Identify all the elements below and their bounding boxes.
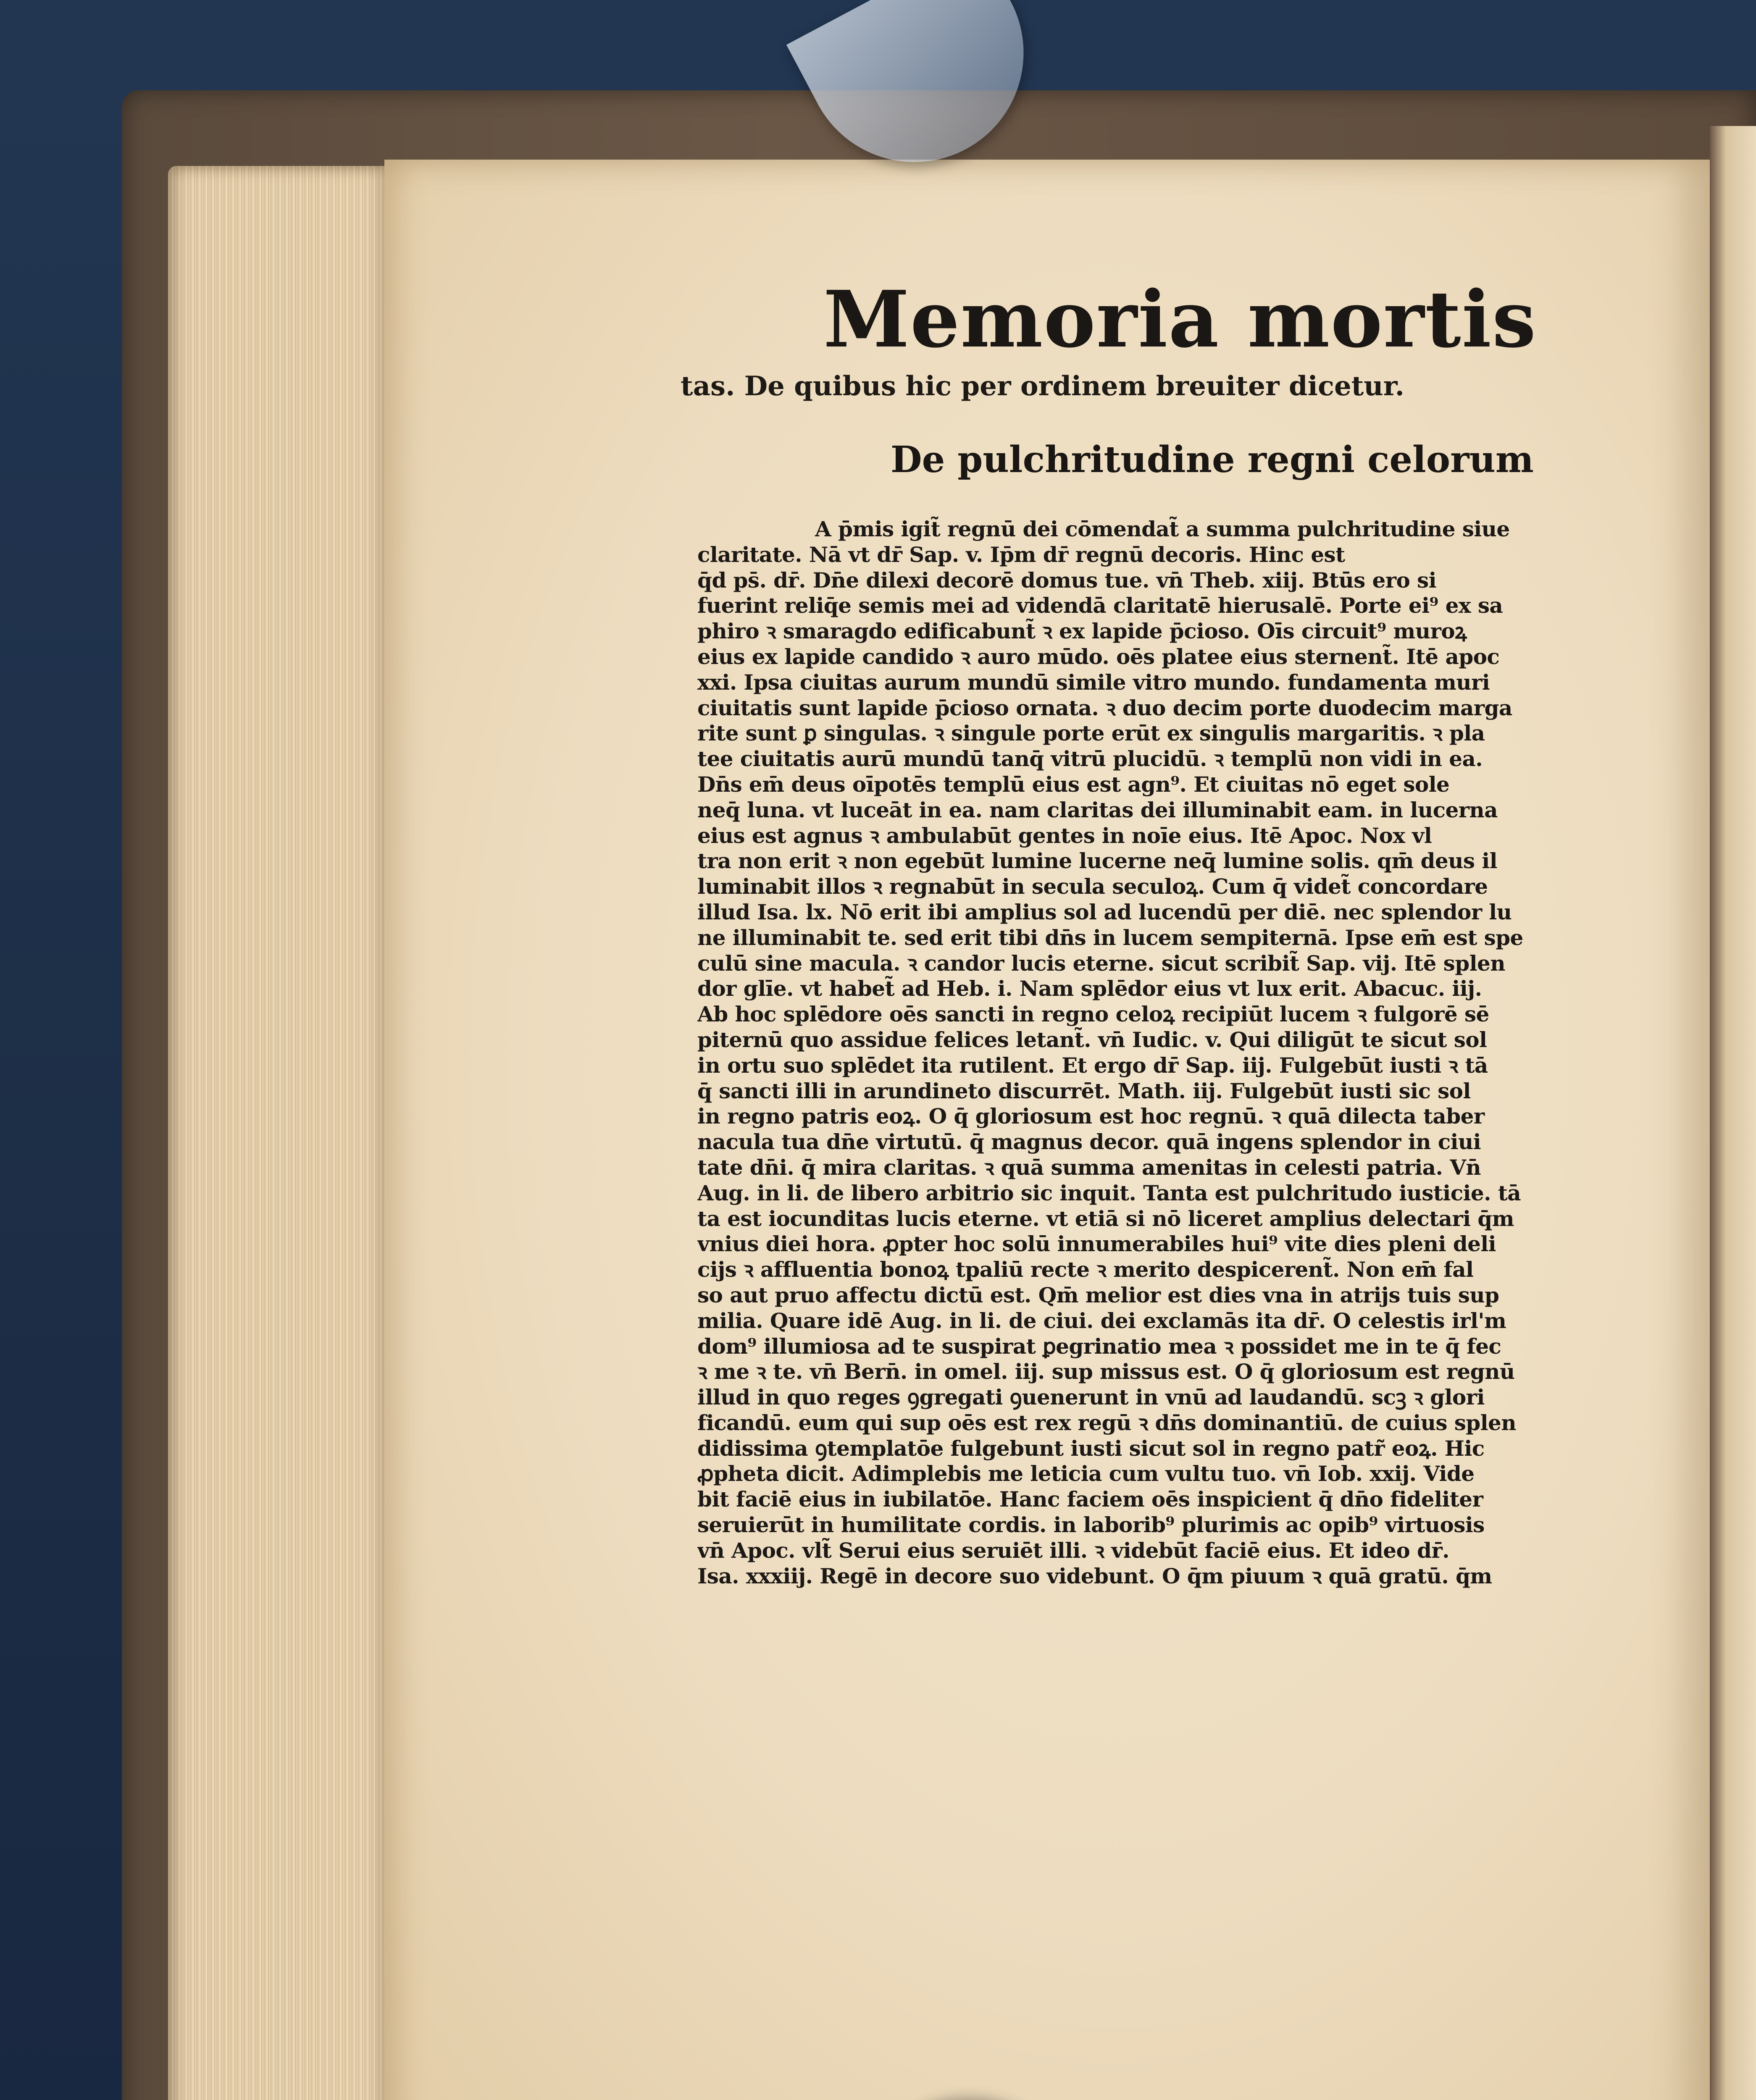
running-heading: Memoria mortis [823,273,1537,365]
text-line: Dn̄s em̄ deus oīpotēs templū eius est agn⁹. Et ciuitas nō eget sole [697,772,1450,797]
section-title: De pulchritudine regni celorum [891,438,1534,481]
text-line: culū sine macula. ꝛ candor lucis eterne. sicut scribit̃ Sap. vij. Itē splen [697,950,1505,976]
text-line: xxi. Ipsa ciuitas aurum mundū simile vitro mundo. fundamenta muri [697,669,1490,695]
text-line: seruierūt in humilitate cordis. in laborib⁹ plurimis ac opib⁹ virtuosis [697,1512,1485,1538]
text-line: Isa. xxxiij. Regē in decore suo videbunt. O q̄m piuum ꝛ quā gratū. q̄m [697,1563,1492,1588]
text-line: bit faciē eius in iubilatōe. Hanc faciem oēs inspicient q̄ dn̄o fideliter [697,1487,1483,1512]
text-line: in ortu suo splēdet ita rutilent. Et ergo dr̄ Sap. iij. Fulgebūt iusti ꝛ tā [697,1053,1488,1078]
text-line: in regno patris eoꝝ. O q̄ gloriosum est hoc regnū. ꝛ quā dilecta taber [697,1104,1485,1129]
text-line: Aug. in li. de libero arbitrio sic inquit. Tanta est pulchritudo iusticie. tā [697,1180,1521,1205]
text-line: eius ex lapide candido ꝛ auro mūdo. oēs platee eius sternent̃. Itē apoc [697,644,1500,669]
text-line: dom⁹ illumiosa ad te suspirat ꝑegrinatio mea ꝛ possidet me in te q̄ fec [697,1334,1501,1359]
text-line: ne illuminabit te. sed erit tibi dn̄s in lucem sempiternā. Ipse em̄ est spe [697,925,1523,950]
text-line: Ab hoc splēdore oēs sancti in regno celoꝝ recipiūt lucem ꝛ fulgorē sē [697,1002,1489,1027]
continued-line: tas. De quibus hic per ordinem breuiter dicetur. [681,370,1404,402]
text-line: neq̄ luna. vt luceāt in ea. nam claritas dei illuminabit eam. in lucerna [697,797,1498,822]
text-line: cijs ꝛ affluentia bonoꝝ tpaliū recte ꝛ merito despicerent̃. Non em̄ fal [697,1257,1474,1282]
text-line: eius est agnus ꝛ ambulabūt gentes in noīe eius. Itē Apoc. Nox vl [697,823,1432,848]
text-line: tate dn̄i. q̄ mira claritas. ꝛ quā summa amenitas in celesti patria. Vn̄ [697,1155,1481,1180]
text-line: ꝛ me ꝛ te. vn̄ Bern̄. in omel. iij. sup missus est. O q̄ gloriosum est regnū [697,1359,1515,1384]
text-line: vn̄ Apoc. vlt̃ Serui eius seruiēt illi. ꝛ videbūt faciē eius. Et ideo dr̄. [697,1538,1449,1563]
text-line: rite sunt ꝑ singulas. ꝛ singule porte erūt ex singulis margaritis. ꝛ pla [697,721,1485,746]
text-line: tee ciuitatis aurū mundū tanq̄ vitrū plucidū. ꝛ templū non vidi in ea. [697,746,1483,772]
book-gutter [1710,126,1756,2100]
text-line: didissima ꝯtemplatōe fulgebunt iusti sicut sol in regno patr̃ eoꝝ. Hic [697,1436,1485,1461]
text-line: ta est iocunditas lucis eterne. vt etiā si nō liceret amplius delectari q̄m [697,1206,1514,1231]
text-line: piternū quo assidue felices letant̃. vn̄ Iudic. v. Qui diligūt te sicut sol [697,1027,1487,1052]
page-edges [168,166,395,2100]
text-line: illud Isa. lx. Nō erit ibi amplius sol ad lucendū per diē. nec splendor lu [697,899,1512,924]
text-line: vnius diei hora. ꝓpter hoc solū innumerabiles hui⁹ vite dies pleni deli [697,1231,1496,1257]
text-line: q̄d ps̄. dr̄. Dn̄e dilexi decorē domus tue. vn̄ Theb. xiij. Btūs ero si [697,567,1436,593]
text-line: A p̄mis igit̃ regnū dei cōmendat̃ a summa pulchritudine siue [815,517,1510,541]
text-line: milia. Quare idē Aug. in li. de ciui. dei exclamās ita dr̄. O celestis irl'm [697,1308,1506,1333]
text-line: claritate. Nā vt dr̄ Sap. v. Ip̄m dr̄ regnū decoris. Hinc est [697,542,1345,567]
body-text [697,517,1588,1589]
text-line: phiro ꝛ smaragdo edificabunt̃ ꝛ ex lapide p̄cioso. Oīs circuit⁹ muroꝝ [697,619,1467,644]
text-line: tra non erit ꝛ non egebūt lumine lucerne neq̄ lumine solis. qm̄ deus il [697,848,1498,874]
text-line: q̄ sancti illi in arundineto discurrēt. Math. iij. Fulgebūt iusti sic sol [697,1078,1471,1103]
text-line: so aut pruo affectu dictū est. Qm̄ melior est dies vna in atrijs tuis sup [697,1282,1499,1307]
text-line: ficandū. eum qui sup oēs est rex regū ꝛ dn̄s dominantiū. de cuius splen [697,1410,1517,1435]
text-line: dor glīe. vt habet̃ ad Heb. i. Nam splēdor eius vt lux erit. Abacuc. iij. [697,976,1482,1001]
text-line: ꝓpheta dicit. Adimplebis me leticia cum vultu tuo. vn̄ Iob. xxij. Vide [697,1461,1475,1486]
text-line: illud in quo reges ꝯgregati ꝯuenerunt in vnū ad laudandū. scꝫ ꝛ glori [697,1385,1485,1410]
text-line: luminabit illos ꝛ regnabūt in secula seculoꝝ. Cum q̄ videt̃ concordare [697,874,1488,899]
text-line: nacula tua dn̄e virtutū. q̄ magnus decor. quā ingens splendor in ciui [697,1129,1481,1155]
text-line: fuerint reliq̄e semis mei ad videndā claritatē hierusalē. Porte ei⁹ ex sa [697,593,1503,618]
text-line: ciuitatis sunt lapide p̄cioso ornata. ꝛ duo decim porte duodecim marga [697,695,1512,720]
